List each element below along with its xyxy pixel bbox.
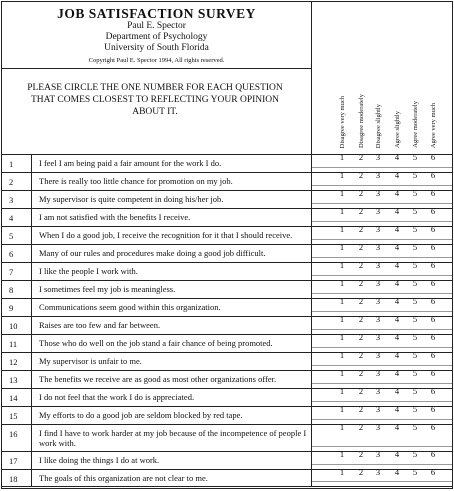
question-number: 2 [2, 173, 32, 190]
question-text: I like doing the things I do at work. [32, 452, 312, 469]
rating-option-1[interactable]: 1 [339, 368, 345, 378]
question-number: 11 [2, 335, 32, 352]
rating-option-1[interactable]: 1 [339, 152, 345, 162]
question-number: 18 [2, 470, 32, 486]
question-row [2, 188, 452, 209]
rating-option-3[interactable]: 3 [375, 368, 381, 378]
scale-label-6: Agree very much [430, 102, 437, 148]
question-text: Those who do well on the job stand a fair chance of being promoted. [32, 335, 312, 352]
rating-options [312, 422, 452, 451]
rating-option-4[interactable]: 4 [394, 188, 400, 198]
rating-option-3[interactable]: 3 [375, 278, 381, 288]
rating-option-2[interactable]: 2 [358, 152, 364, 162]
rating-option-3[interactable]: 3 [375, 170, 381, 180]
rating-option-1[interactable]: 1 [339, 332, 345, 342]
rating-underline [312, 365, 452, 366]
rating-underline [312, 347, 452, 348]
rating-option-2[interactable]: 2 [358, 278, 364, 288]
copyright-notice: Copyright Paul E. Spector 1994, All rights reserved. [88, 57, 225, 64]
question-number: 6 [2, 245, 32, 262]
question-row [2, 467, 452, 487]
rating-option-4[interactable]: 4 [394, 278, 400, 288]
rating-option-4[interactable]: 4 [394, 449, 400, 459]
question-row [2, 224, 452, 245]
question-number: 3 [2, 191, 32, 208]
rating-option-5[interactable]: 5 [412, 368, 418, 378]
instructions-text: PLEASE CIRCLE THE ONE NUMBER FOR EACH QUESTION THAT COMES CLOSEST TO REFLECTING YOUR OPINION ABOUT IT. [27, 83, 283, 117]
rating-underline [312, 329, 452, 330]
rating-option-6[interactable]: 6 [430, 332, 436, 342]
rating-option-6[interactable]: 6 [430, 314, 436, 324]
rating-option-1[interactable]: 1 [339, 467, 345, 477]
rating-option-2[interactable]: 2 [358, 188, 364, 198]
rating-option-6[interactable]: 6 [430, 467, 436, 477]
rating-option-4[interactable]: 4 [394, 350, 400, 360]
rating-option-1[interactable]: 1 [339, 278, 345, 288]
rating-option-5[interactable]: 5 [412, 188, 418, 198]
rating-option-1[interactable]: 1 [339, 386, 345, 396]
question-text: The goals of this organization are not clear to me. [32, 470, 312, 486]
rating-option-6[interactable]: 6 [430, 188, 436, 198]
rating-option-2[interactable]: 2 [358, 296, 364, 306]
scale-label-5: Agree moderately [412, 101, 419, 148]
rating-option-2[interactable]: 2 [358, 224, 364, 234]
question-text: My efforts to do a good job are seldom blocked by red tape. [32, 407, 312, 424]
rating-options [312, 467, 452, 486]
rating-option-3[interactable]: 3 [375, 467, 381, 477]
question-row [2, 170, 452, 191]
rating-underline [312, 383, 452, 384]
rating-option-6[interactable]: 6 [430, 224, 436, 234]
rating-option-6[interactable]: 6 [430, 422, 436, 432]
rating-option-2[interactable]: 2 [358, 260, 364, 270]
question-text: I sometimes feel my job is meaningless. [32, 281, 312, 298]
rating-option-6[interactable]: 6 [430, 368, 436, 378]
rating-option-1[interactable]: 1 [339, 404, 345, 414]
survey-title: JOB SATISFACTION SURVEY [57, 6, 256, 21]
rating-option-3[interactable]: 3 [375, 422, 381, 432]
rating-option-6[interactable]: 6 [430, 386, 436, 396]
rating-option-3[interactable]: 3 [375, 296, 381, 306]
rating-option-5[interactable]: 5 [412, 314, 418, 324]
rating-underline [312, 185, 452, 186]
question-row [2, 260, 452, 281]
question-text: The benefits we receive are as good as most other organizations offer. [32, 371, 312, 388]
question-row [2, 242, 452, 263]
question-row [2, 332, 452, 353]
rating-option-2[interactable]: 2 [358, 404, 364, 414]
rating-option-3[interactable]: 3 [375, 350, 381, 360]
question-number: 16 [2, 425, 32, 451]
question-text: Raises are too few and far between. [32, 317, 312, 334]
rating-option-1[interactable]: 1 [339, 449, 345, 459]
question-text: There is really too little chance for promotion on my job. [32, 173, 312, 190]
rating-option-5[interactable]: 5 [412, 350, 418, 360]
rating-option-1[interactable]: 1 [339, 350, 345, 360]
rating-option-3[interactable]: 3 [375, 332, 381, 342]
university-name: University of South Florida [104, 43, 209, 53]
rating-option-6[interactable]: 6 [430, 350, 436, 360]
question-number: 15 [2, 407, 32, 424]
rating-underline [312, 203, 452, 204]
question-number: 7 [2, 263, 32, 280]
rating-option-1[interactable]: 1 [339, 206, 345, 216]
question-row [2, 314, 452, 335]
rating-option-1[interactable]: 1 [339, 260, 345, 270]
rating-underline [312, 401, 452, 402]
author-name: Paul E. Spector [127, 21, 186, 31]
rating-underline [312, 221, 452, 222]
rating-underline [312, 275, 452, 276]
rating-option-6[interactable]: 6 [430, 278, 436, 288]
rating-underline [312, 311, 452, 312]
rating-option-6[interactable]: 6 [430, 170, 436, 180]
question-row [2, 278, 452, 299]
rating-underline [312, 167, 452, 168]
rating-option-4[interactable]: 4 [394, 368, 400, 378]
rating-option-4[interactable]: 4 [394, 242, 400, 252]
question-text: I like the people I work with. [32, 263, 312, 280]
question-number: 12 [2, 353, 32, 370]
question-row [2, 386, 452, 407]
rating-option-4[interactable]: 4 [394, 170, 400, 180]
rating-option-2[interactable]: 2 [358, 350, 364, 360]
rating-option-5[interactable]: 5 [412, 278, 418, 288]
department-name: Department of Psychology [105, 32, 208, 42]
rating-option-1[interactable]: 1 [339, 422, 345, 432]
scale-label-3: Disagree slightly [375, 103, 382, 148]
rating-underline [312, 257, 452, 258]
question-row [2, 296, 452, 317]
rating-option-4[interactable]: 4 [394, 206, 400, 216]
rating-option-5[interactable]: 5 [412, 260, 418, 270]
question-text: Many of our rules and procedures make doing a good job difficult. [32, 245, 312, 262]
question-number: 5 [2, 227, 32, 244]
rating-option-3[interactable]: 3 [375, 260, 381, 270]
rating-option-3[interactable]: 3 [375, 206, 381, 216]
question-row [2, 350, 452, 371]
scale-label-1: Disagree very much [339, 95, 346, 148]
scale-label-2: Disagree moderately [358, 94, 365, 148]
rating-option-4[interactable]: 4 [394, 152, 400, 162]
rating-option-1[interactable]: 1 [339, 224, 345, 234]
rating-option-6[interactable]: 6 [430, 242, 436, 252]
rating-option-1[interactable]: 1 [339, 296, 345, 306]
rating-option-4[interactable]: 4 [394, 386, 400, 396]
question-row [2, 404, 452, 425]
rating-option-5[interactable]: 5 [412, 224, 418, 234]
rating-underline [312, 419, 452, 420]
rating-option-2[interactable]: 2 [358, 467, 364, 477]
rating-option-1[interactable]: 1 [339, 242, 345, 252]
rating-option-3[interactable]: 3 [375, 152, 381, 162]
rating-option-3[interactable]: 3 [375, 386, 381, 396]
rating-option-6[interactable]: 6 [430, 206, 436, 216]
question-text: When I do a good job, I receive the recognition for it that I should receive. [32, 227, 312, 244]
question-text: I am not satisfied with the benefits I receive. [32, 209, 312, 226]
question-row [2, 449, 452, 470]
rating-option-5[interactable]: 5 [412, 404, 418, 414]
rating-option-4[interactable]: 4 [394, 467, 400, 477]
scale-header [312, 2, 452, 155]
rating-option-2[interactable]: 2 [358, 422, 364, 432]
rating-option-2[interactable]: 2 [358, 206, 364, 216]
rating-option-1[interactable]: 1 [339, 314, 345, 324]
rating-option-1[interactable]: 1 [339, 188, 345, 198]
rating-option-4[interactable]: 4 [394, 296, 400, 306]
rating-option-3[interactable]: 3 [375, 404, 381, 414]
rating-option-4[interactable]: 4 [394, 422, 400, 432]
rating-option-5[interactable]: 5 [412, 449, 418, 459]
question-number: 14 [2, 389, 32, 406]
scale-label-4: Agree slightly [394, 110, 401, 148]
rating-option-3[interactable]: 3 [375, 314, 381, 324]
rating-option-5[interactable]: 5 [412, 332, 418, 342]
question-text: I find I have to work harder at my job because of the incompetence of people I work with. [32, 425, 312, 451]
survey-sheet [1, 1, 453, 489]
question-row [2, 206, 452, 227]
rating-option-6[interactable]: 6 [430, 296, 436, 306]
rating-underline [312, 293, 452, 294]
rating-option-3[interactable]: 3 [375, 224, 381, 234]
question-number: 8 [2, 281, 32, 298]
rating-option-6[interactable]: 6 [430, 404, 436, 414]
question-number: 17 [2, 452, 32, 469]
rating-option-1[interactable]: 1 [339, 170, 345, 180]
rating-option-4[interactable]: 4 [394, 332, 400, 342]
question-number: 4 [2, 209, 32, 226]
rating-option-5[interactable]: 5 [412, 422, 418, 432]
question-row [2, 152, 452, 173]
question-text: I feel I am being paid a fair amount for the work I do. [32, 155, 312, 172]
question-row [2, 368, 452, 389]
survey-header [2, 2, 312, 155]
question-table [2, 152, 452, 487]
rating-option-2[interactable]: 2 [358, 242, 364, 252]
rating-option-5[interactable]: 5 [412, 170, 418, 180]
question-number: 10 [2, 317, 32, 334]
rating-option-5[interactable]: 5 [412, 206, 418, 216]
rating-option-5[interactable]: 5 [412, 242, 418, 252]
question-number: 1 [2, 155, 32, 172]
question-text: Communications seem good within this organization. [32, 299, 312, 316]
rating-option-3[interactable]: 3 [375, 188, 381, 198]
rating-option-3[interactable]: 3 [375, 242, 381, 252]
rating-option-3[interactable]: 3 [375, 449, 381, 459]
rating-option-2[interactable]: 2 [358, 332, 364, 342]
rating-option-2[interactable]: 2 [358, 386, 364, 396]
rating-option-2[interactable]: 2 [358, 314, 364, 324]
rating-option-6[interactable]: 6 [430, 152, 436, 162]
rating-option-2[interactable]: 2 [358, 170, 364, 180]
rating-underline [312, 239, 452, 240]
rating-option-4[interactable]: 4 [394, 404, 400, 414]
question-text: My supervisor is unfair to me. [32, 353, 312, 370]
rating-underline [312, 464, 452, 465]
rating-option-5[interactable]: 5 [412, 296, 418, 306]
question-text: I do not feel that the work I do is appreciated. [32, 389, 312, 406]
rating-option-5[interactable]: 5 [412, 152, 418, 162]
rating-option-5[interactable]: 5 [412, 386, 418, 396]
rating-option-4[interactable]: 4 [394, 260, 400, 270]
rating-option-4[interactable]: 4 [394, 224, 400, 234]
title-divider [2, 68, 311, 69]
rating-option-2[interactable]: 2 [358, 449, 364, 459]
question-number: 13 [2, 371, 32, 388]
question-row [2, 422, 452, 452]
rating-option-6[interactable]: 6 [430, 260, 436, 270]
question-text: My supervisor is quite competent in doing his/her job. [32, 191, 312, 208]
rating-option-4[interactable]: 4 [394, 314, 400, 324]
rating-underline [312, 481, 452, 482]
rating-option-6[interactable]: 6 [430, 449, 436, 459]
title-block [2, 6, 311, 66]
rating-option-5[interactable]: 5 [412, 467, 418, 477]
rating-underline [312, 446, 452, 447]
rating-option-2[interactable]: 2 [358, 368, 364, 378]
question-number: 9 [2, 299, 32, 316]
